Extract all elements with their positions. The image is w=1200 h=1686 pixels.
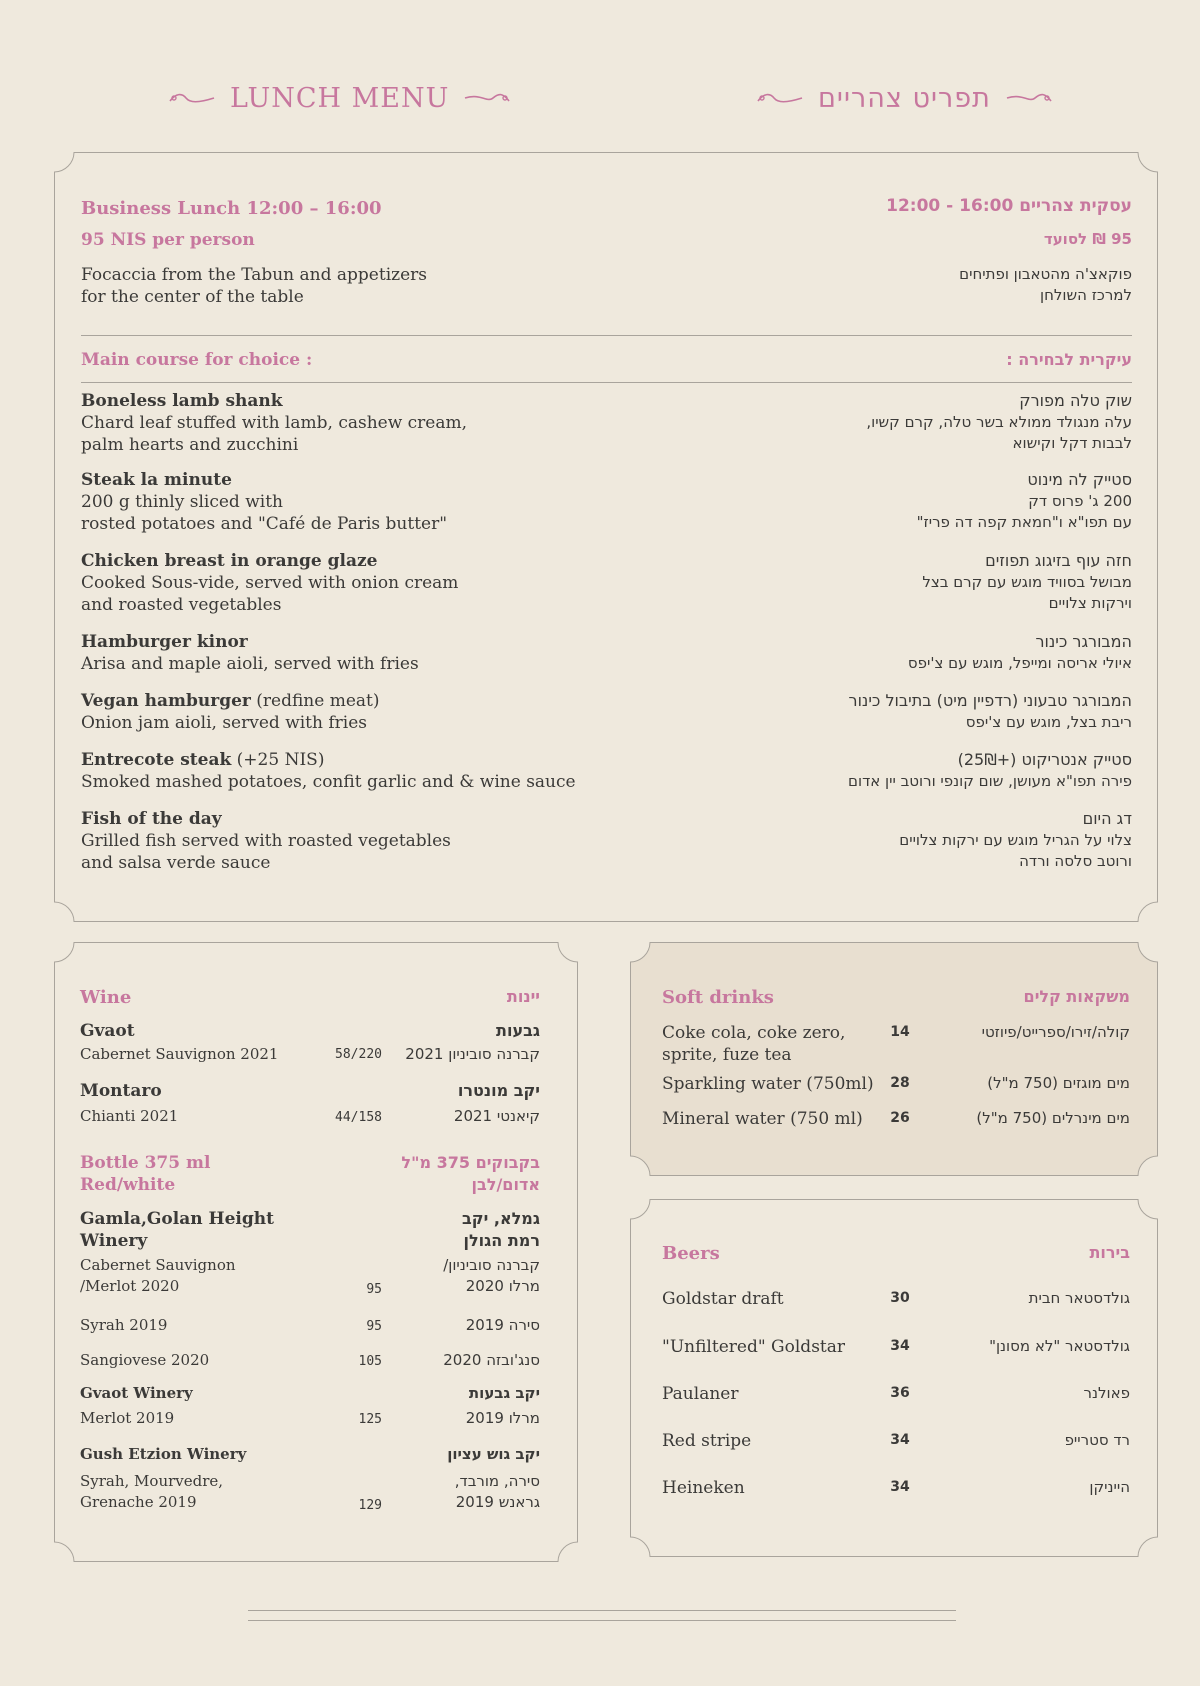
wine-item-he: סנג'ובזה 2020 [443, 1351, 540, 1369]
wine-heading: Wine [80, 987, 132, 1008]
main-course-heading-he: עיקרית לבחירה : [1006, 350, 1132, 369]
flourish-right-icon [1005, 89, 1053, 107]
winery-name: Gamla,Golan Height Winery [80, 1209, 274, 1251]
winery-name-he: יקב גבעות [468, 1384, 540, 1402]
wine-price: 129 [358, 1498, 382, 1513]
dish-item-he: סטייק לה מינוט 200 ג' פרוס דק עם תפו"א ו"חמאת קפה דה פריז" [916, 470, 1132, 531]
main-course-heading: Main course for choice : [81, 350, 313, 370]
beer-item-he: רד סטרייפ [1064, 1431, 1130, 1449]
dish-item: Boneless lamb shank Chard leaf stuffed with lamb, cashew cream, palm hearts and zucchini [81, 391, 468, 455]
soft-drink-item-he: קולה/זירו/ספרייט/פיוזטי [981, 1023, 1130, 1041]
wine-price: 95 [366, 1319, 382, 1334]
lunch-menu-title-he: תפריט צהריים [818, 82, 991, 114]
beer-item: Paulaner [662, 1384, 739, 1404]
beer-item: Goldstar draft [662, 1289, 784, 1309]
business-lunch-desc: Focaccia from the Tabun and appetizers for the center of the table [81, 265, 428, 307]
lunch-menu-heading-he [756, 78, 1053, 118]
beer-item-he: הייניקן [1089, 1478, 1130, 1496]
soft-drink-item: Coke cola, coke zero, sprite, fuze tea [662, 1023, 846, 1065]
soft-drink-price: 26 [890, 1110, 910, 1126]
wine-item-he: יקב מונטרו קיאנטי 2021 [453, 1081, 540, 1125]
soft-drink-item: Sparkling water (750ml) [662, 1074, 874, 1094]
beer-item: "Unfiltered" Goldstar [662, 1337, 846, 1357]
wine-item: Sangiovese 2020 [80, 1351, 210, 1369]
bottom-rule [248, 1610, 956, 1611]
winery-name-he: גמלא, יקב רמת הגולן [462, 1209, 540, 1250]
wine-item-he: גבעות קברנה סוביניון 2021 [405, 1021, 540, 1063]
dish-item: Fish of the day Grilled fish served with roasted vegetables and salsa verde sauce [81, 809, 451, 873]
beer-item: Red stripe [662, 1431, 752, 1451]
beer-item-he: פאולנר [1083, 1384, 1130, 1402]
wine-item-he: סירה, מורבד, גראנש 2019 [454, 1472, 540, 1511]
business-lunch-desc-he: פוקאצ'ה מהטאבון ופתיחים למרכז השולחן [959, 265, 1132, 304]
wine-item: Syrah 2019 [80, 1316, 168, 1334]
dish-item-he: המבורגר טבעוני (רדפיין מיט) בתיבול כינור ריבת בצל, מוגש עם צ'יפס [848, 691, 1132, 731]
wine-item: Gvaot Cabernet Sauvignon 2021 [80, 1021, 279, 1063]
beers-heading: Beers [662, 1243, 720, 1264]
lunch-menu-heading [168, 78, 511, 118]
winery-name: Gvaot Winery [80, 1384, 193, 1402]
dish-item-he: המבורגר כינור איולי אריסה ומייפל, מוגש עם צ'יפס [907, 632, 1132, 672]
dish-item-he: חזה עוף בזיגוג תפוזים מבושל בסוויד מוגש עם קרם בצל וירקות צלויים [922, 551, 1132, 612]
dish-item: Vegan hamburger (redfine meat) Onion jam aioli, served with fries [81, 691, 380, 733]
soft-drinks-panel [630, 942, 1158, 1176]
wine-price: 105 [358, 1354, 382, 1369]
divider [81, 335, 1132, 336]
flourish-right-icon [463, 89, 511, 107]
winery-name-he: יקב גוש עציון [447, 1445, 540, 1463]
business-lunch-price-he: 95 ₪ לסועד [1043, 230, 1132, 248]
wine-item: Syrah, Mourvedre, Grenache 2019 [80, 1472, 224, 1511]
soft-drink-item: Mineral water (750 ml) [662, 1109, 863, 1129]
wine-heading-he: יינות [506, 987, 540, 1006]
business-lunch-title-he: עסקית צהריים 16:00 - 12:00 [886, 196, 1132, 216]
beer-price: 34 [890, 1479, 910, 1495]
soft-drink-item-he: מים מוגזים (750 מ"ל) [987, 1074, 1130, 1092]
flourish-left-icon [168, 89, 216, 107]
wine-item: Merlot 2019 [80, 1409, 175, 1427]
winery-name: Gush Etzion Winery [80, 1445, 247, 1463]
soft-drinks-heading-he: משקאות קלים [1023, 987, 1130, 1006]
wine-item: Montaro Chianti 2021 [80, 1081, 179, 1125]
beer-price: 34 [890, 1432, 910, 1448]
wine-price: 125 [358, 1412, 382, 1427]
wine-price: 95 [366, 1282, 382, 1297]
business-lunch-title: Business Lunch 12:00 – 16:00 [81, 198, 382, 219]
business-lunch-panel [54, 152, 1158, 922]
soft-drink-price: 14 [890, 1024, 910, 1040]
wine-price: 44/158 [335, 1110, 382, 1125]
beer-price: 36 [890, 1385, 910, 1401]
lunch-menu-title: LUNCH MENU [230, 82, 450, 114]
wine-item: Cabernet Sauvignon /Merlot 2020 [80, 1256, 236, 1295]
beers-panel [630, 1199, 1158, 1557]
beer-item: Heineken [662, 1478, 745, 1498]
wine-item-he: סירה 2019 [465, 1316, 540, 1334]
business-lunch-price: 95 NIS per person [81, 230, 255, 250]
beers-heading-he: בירות [1089, 1243, 1130, 1262]
wine-price: 58/220 [335, 1047, 382, 1062]
wine-item-he: קברנה סוביניון/ מרלו 2020 [443, 1256, 540, 1295]
beer-item-he: גולדסטאר "לא מסונן" [989, 1337, 1130, 1355]
soft-drinks-heading: Soft drinks [662, 987, 774, 1008]
dish-item-he: סטייק אנטריקוט (+25₪) פירה תפו"א מעושן, שום קונפי ורוטב יין אדום [848, 750, 1132, 790]
wine-panel [54, 942, 578, 1562]
dish-item: Entrecote steak (+25 NIS) Smoked mashed potatoes, confit garlic and & wine sauce [81, 750, 576, 792]
beer-item-he: גולדסטאר חבית [1028, 1289, 1130, 1307]
beer-price: 30 [890, 1290, 910, 1306]
divider [81, 382, 1132, 383]
bottle-heading-he: בקבוקים 375 מ"ל אדום/לבן [401, 1153, 540, 1194]
dish-item: Steak la minute 200 g thinly sliced with rosted potatoes and "Café de Paris butter" [81, 470, 448, 534]
dish-item: Hamburger kinor Arisa and maple aioli, served with fries [81, 632, 419, 674]
soft-drink-price: 28 [890, 1075, 910, 1091]
soft-drink-item-he: מים מינרלים (750 מ"ל) [976, 1109, 1130, 1127]
beer-price: 34 [890, 1338, 910, 1354]
dish-item: Chicken breast in orange glaze Cooked Sous-vide, served with onion cream and roasted vegetables [81, 551, 459, 615]
bottom-rule [248, 1620, 956, 1621]
dish-item-he: שוק טלה מפורק עלה מנגולד ממולא בשר טלה, קרם קשיו, לבבות דקל וקישוא [866, 391, 1132, 452]
dish-item-he: דג היום צלוי על הגריל מוגש עם ירקות צלויים ורוטב סלסה ורדה [899, 809, 1132, 870]
flourish-left-icon [756, 89, 804, 107]
wine-item-he: מרלו 2019 [465, 1409, 540, 1427]
bottle-heading: Bottle 375 ml Red/white [80, 1153, 211, 1195]
